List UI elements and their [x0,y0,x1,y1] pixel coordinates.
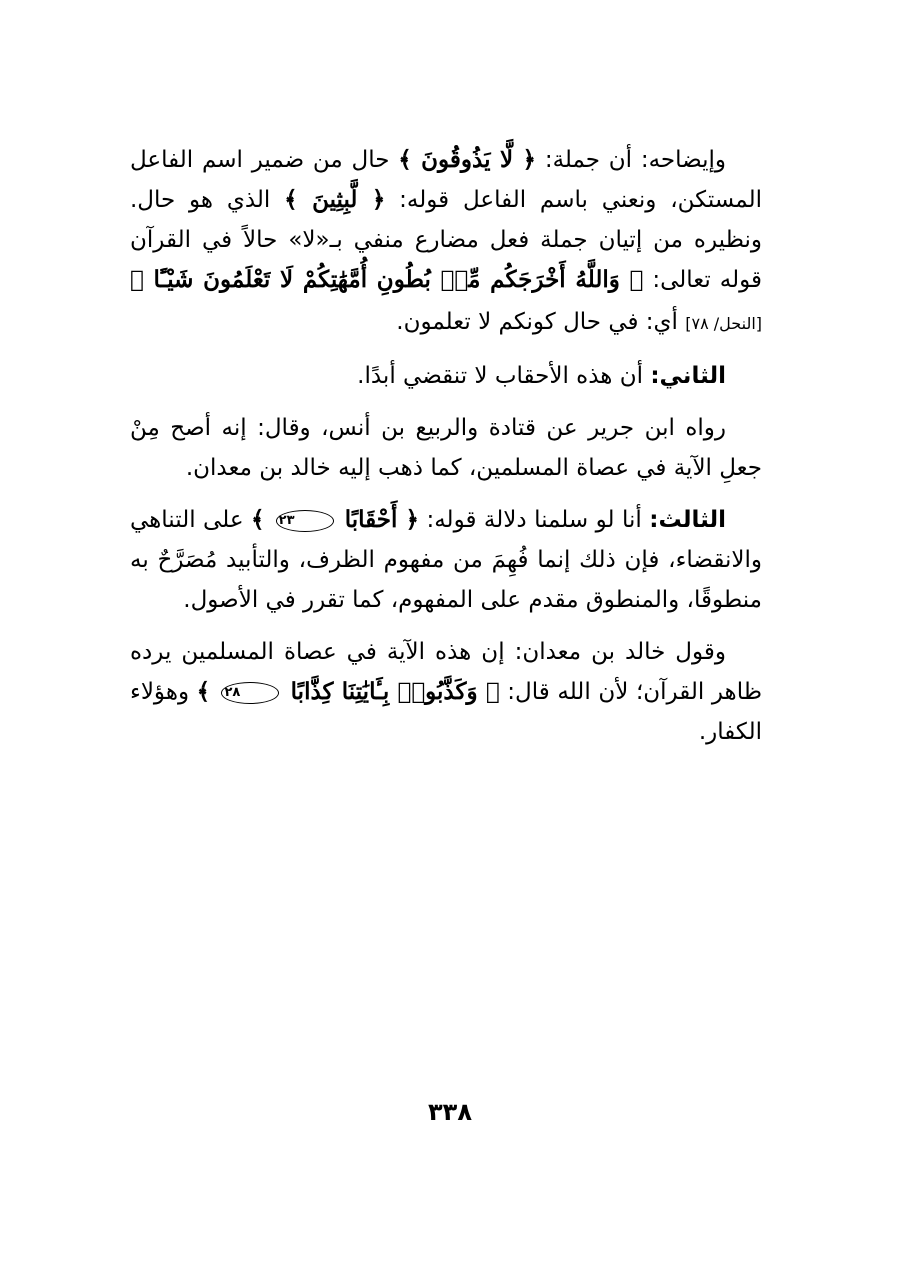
quran-text: ﴿ وَكَذَّبُوا۟ بِـَٔايَٰتِنَا كِذَّابًا [282,678,500,705]
quran-verse-labithin: ﴿ لَّبِثِينَ ﴾ [284,186,386,213]
page-body [130,140,762,764]
point-label-second: الثاني: [650,363,726,389]
quran-verse-nahl-78: ﴿ وَاللَّهُ أَخْرَجَكُم مِّنۢ بُطُونِ أُمَّهَٰتِكُمْ لَا تَعْلَمُونَ شَيْـًٔا ﴾ [130,266,644,293]
verse-reference: [النحل/ ٧٨] [685,314,762,333]
paragraph-second-point [130,356,762,396]
text-segment: أن هذه الأحقاب لا تنقضي أبدًا. [357,363,651,389]
paragraph-narration [130,408,762,488]
text-segment: رواه ابن جرير عن قتادة والربيع بن أنس، وقال: إنه أصح مِنْ جعلِ الآية في عصاة المسلمين، كما ذهب إليه خالد بن معدان. [130,415,762,481]
text-segment: حال من ضمير اسم الفاعل المستكن، ونعني باسم الفاعل قوله: [130,147,762,213]
text-segment: وإيضاحه: أن جملة: [536,147,726,173]
quran-verse-ahqaba [251,506,419,533]
quran-bracket-close: ﴾ [251,506,273,533]
quran-bracket-close: ﴾ [196,678,219,705]
ayah-number-marker: ٢٣ [276,510,334,532]
text-segment: أي: في حال كونكم لا تعلمون. [396,309,686,335]
text-segment: وقول خالد بن معدان: إن هذه الآية في عصاة المسلمين يرده ظاهر القرآن؛ لأن الله قال: [130,639,763,705]
page-number: ٣٣٨ [428,1098,472,1126]
quran-text: ﴿ أَحْقَابًا [336,506,420,533]
text-segment: وهؤلاء الكفار. [130,679,762,745]
text-segment: أنا لو سلمنا دلالة قوله: [419,507,650,533]
paragraph-khalid-statement [130,632,762,752]
text-segment: على التناهي والانقضاء، فإن ذلك إنما فُهِمَ من مفهوم الظرف، والتأبيد مُصَرَّحٌ به منطوقًا، والمنطوق مقدم على المفهوم، كما تقرر في الأصول. [130,507,762,613]
paragraph-third-point [130,500,762,620]
paragraph-explanation [130,140,762,344]
quran-verse-kadhdhaba [197,678,500,705]
point-label-third: الثالث: [649,507,727,533]
ayah-number-marker: ٢٨ [221,682,279,704]
text-segment: الذي هو حال. ونظيره من إتيان جملة فعل مضارع منفي بـ«لا» حالاً في القرآن قوله تعالى: [130,187,762,293]
quran-verse-la-yadhuqun: ﴿ لَّا يَذُوقُونَ ﴾ [398,146,537,173]
